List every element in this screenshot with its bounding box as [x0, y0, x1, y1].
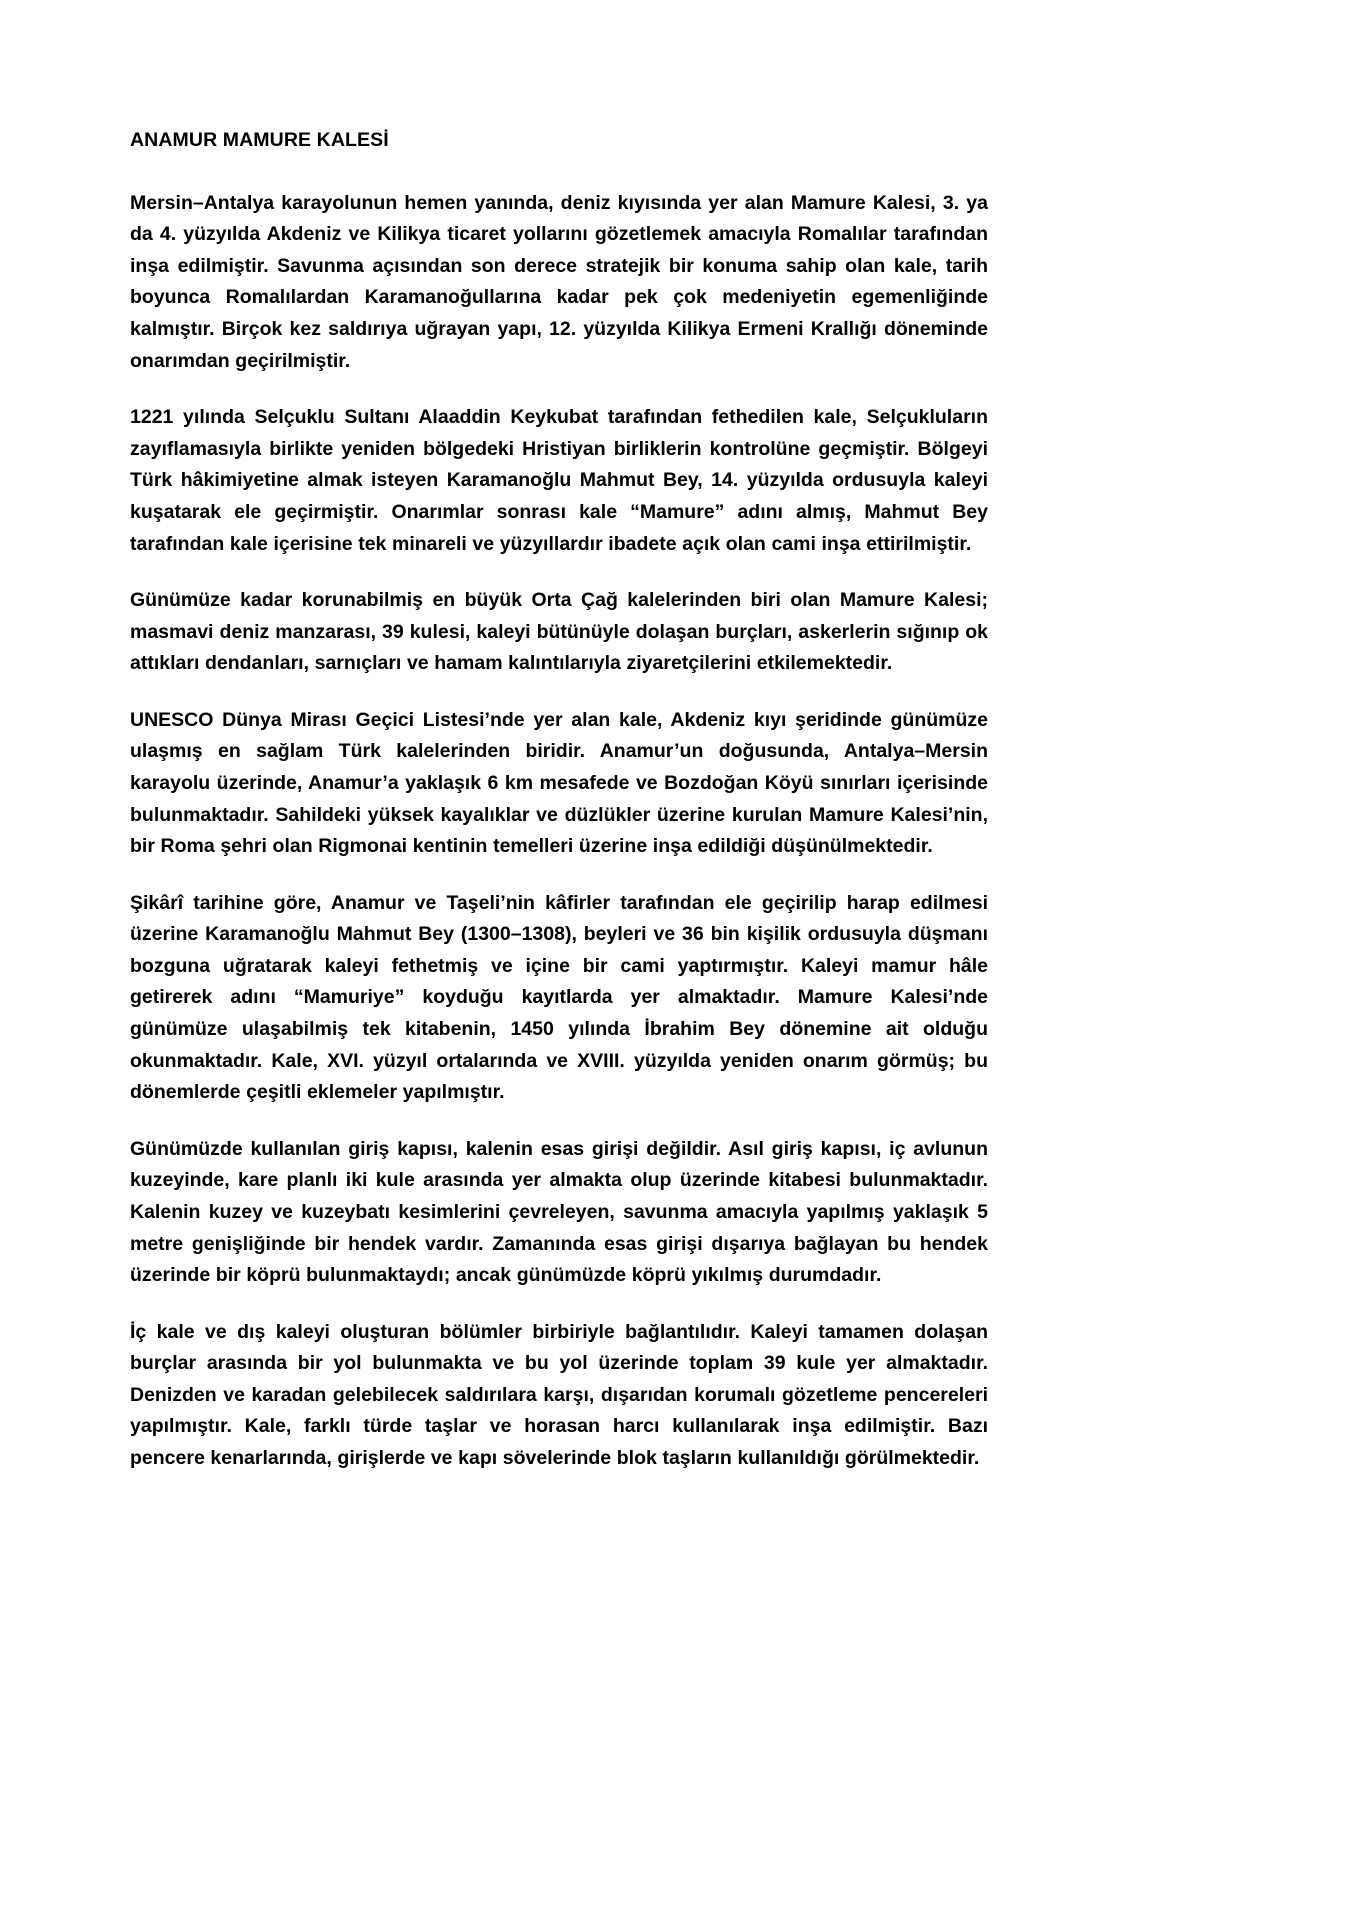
paragraph-sikari-history: Şikârî tarihine göre, Anamur ve Taşeli’nin kâfirler tarafından ele geçirilip harap edilmesi üzerine Karamanoğlu Mahmut Bey (1300–1308), beyleri ve 36 bin kişilik ordusuyla düşmanı bozguna uğratarak kaleyi fethetmiş ve içine bir cami yaptırmıştır. Kaleyi mamur hâle getirerek adını “Mamuriye” koyduğu kayıtlarda yer almaktadır. Mamure Kalesi’nde günümüze ulaşabilmiş tek kitabenin, 1450 yılında İbrahim Bey dönemine ait olduğu okunmaktadır. Kale, XVI. yüzyıl ortalarında ve XVIII. yüzyılda yeniden onarım görmüş; bu dönemlerde çeşitli eklemeler yapılmıştır. [130, 891, 988, 1104]
page-title: ANAMUR MAMURE KALESİ [130, 129, 389, 151]
paragraph-seljuk-conquest: 1221 yılında Selçuklu Sultanı Alaaddin Keykubat tarafından fethedilen kale, Selçukluların zayıflamasıyla birlikte yeniden bölgedeki Hristiyan birliklerin kontrolüne geçmiştir. Bölgeyi Türk hâkimiyetine almak isteyen Karamanoğlu Mahmut Bey, 14. yüzyılda ordusuyla kaleyi kuşatarak ele geçirmiştir. Onarımlar sonrası kale “Mamure” adını almış, Mahmut Bey tarafından kale içerisine tek minareli ve yüzyıllardır ibadete açık olan cami inşa ettirilmiştir. [130, 406, 988, 555]
paragraph-medieval-castle-features: Günümüze kadar korunabilmiş en büyük Orta Çağ kalelerinden biri olan Mamure Kalesi; masmavi deniz manzarası, 39 kulesi, kaleyi bütünüyle dolaşan burçları, askerlerin sığınıp ok attıkları dendanları, sarnıçları ve hamam kalıntılarıyla ziyaretçilerini etkilemektedir. [130, 589, 988, 675]
document-body [130, 128, 988, 1475]
paragraph-entrance-and-moat: Günümüzde kullanılan giriş kapısı, kalenin esas girişi değildir. Asıl giriş kapısı, iç avlunun kuzeyinde, kare planlı iki kule arasında yer almakta olup üzerinde kitabesi bulunmaktadır. Kalenin kuzey ve kuzeybatı kesimlerini çevreleyen, savunma amacıyla yapılmış yaklaşık 5 metre genişliğinde bir hendek vardır. Zamanında esas girişi dışarıya bağlayan bu hendek üzerinde bir köprü bulunmaktaydı; ancak günümüzde köprü yıkılmış durumdadır. [130, 1137, 988, 1287]
paragraph-intro: Mersin–Antalya karayolunun hemen yanında, deniz kıyısında yer alan Mamure Kalesi, 3. ya da 4. yüzyılda Akdeniz ve Kilikya ticaret yollarını gözetlemek amacıyla Romalılar tarafından inşa edilmiştir. Savunma açısından son derece stratejik bir konuma sahip olan kale, tarih boyunca Romalılardan Karamanoğullarına kadar pek çok medeniyetin egemenliğinde kalmıştır. Birçok kez saldırıya uğrayan yapı, 12. yüzyılda Kilikya Ermeni Krallığı döneminde onarımdan geçirilmiştir. [130, 191, 988, 372]
paragraph-inner-outer-castle: İç kale ve dış kaleyi oluşturan bölümler birbiriyle bağlantılıdır. Kaleyi tamamen dolaşan burçlar arasında bir yol bulunmakta ve bu yol üzerinde toplam 39 kule yer almaktadır. Denizden ve karadan gelebilecek saldırılara karşı, dışarıdan korumalı gözetleme pencereleri yapılmıştır. Kale, farklı türde taşlar ve horasan harcı kullanılarak inşa edilmiştir. Bazı pencere kenarlarında, girişlerde ve kapı sövelerinde blok taşların kullanıldığı görülmektedir. [130, 1320, 988, 1469]
paragraph-unesco-location: UNESCO Dünya Mirası Geçici Listesi’nde yer alan kale, Akdeniz kıyı şeridinde günümüze ulaşmış en sağlam Türk kalelerinden biridir. Anamur’un doğusunda, Antalya–Mersin karayolu üzerinde, Anamur’a yaklaşık 6 km mesafede ve Bozdoğan Köyü sınırları içerisinde bulunmaktadır. Sahildeki yüksek kayalıklar ve düzlükler üzerine kurulan Mamure Kalesi’nin, bir Roma şehri olan Rigmonai kentinin temelleri üzerine inşa edildiği düşünülmektedir. [130, 708, 988, 858]
